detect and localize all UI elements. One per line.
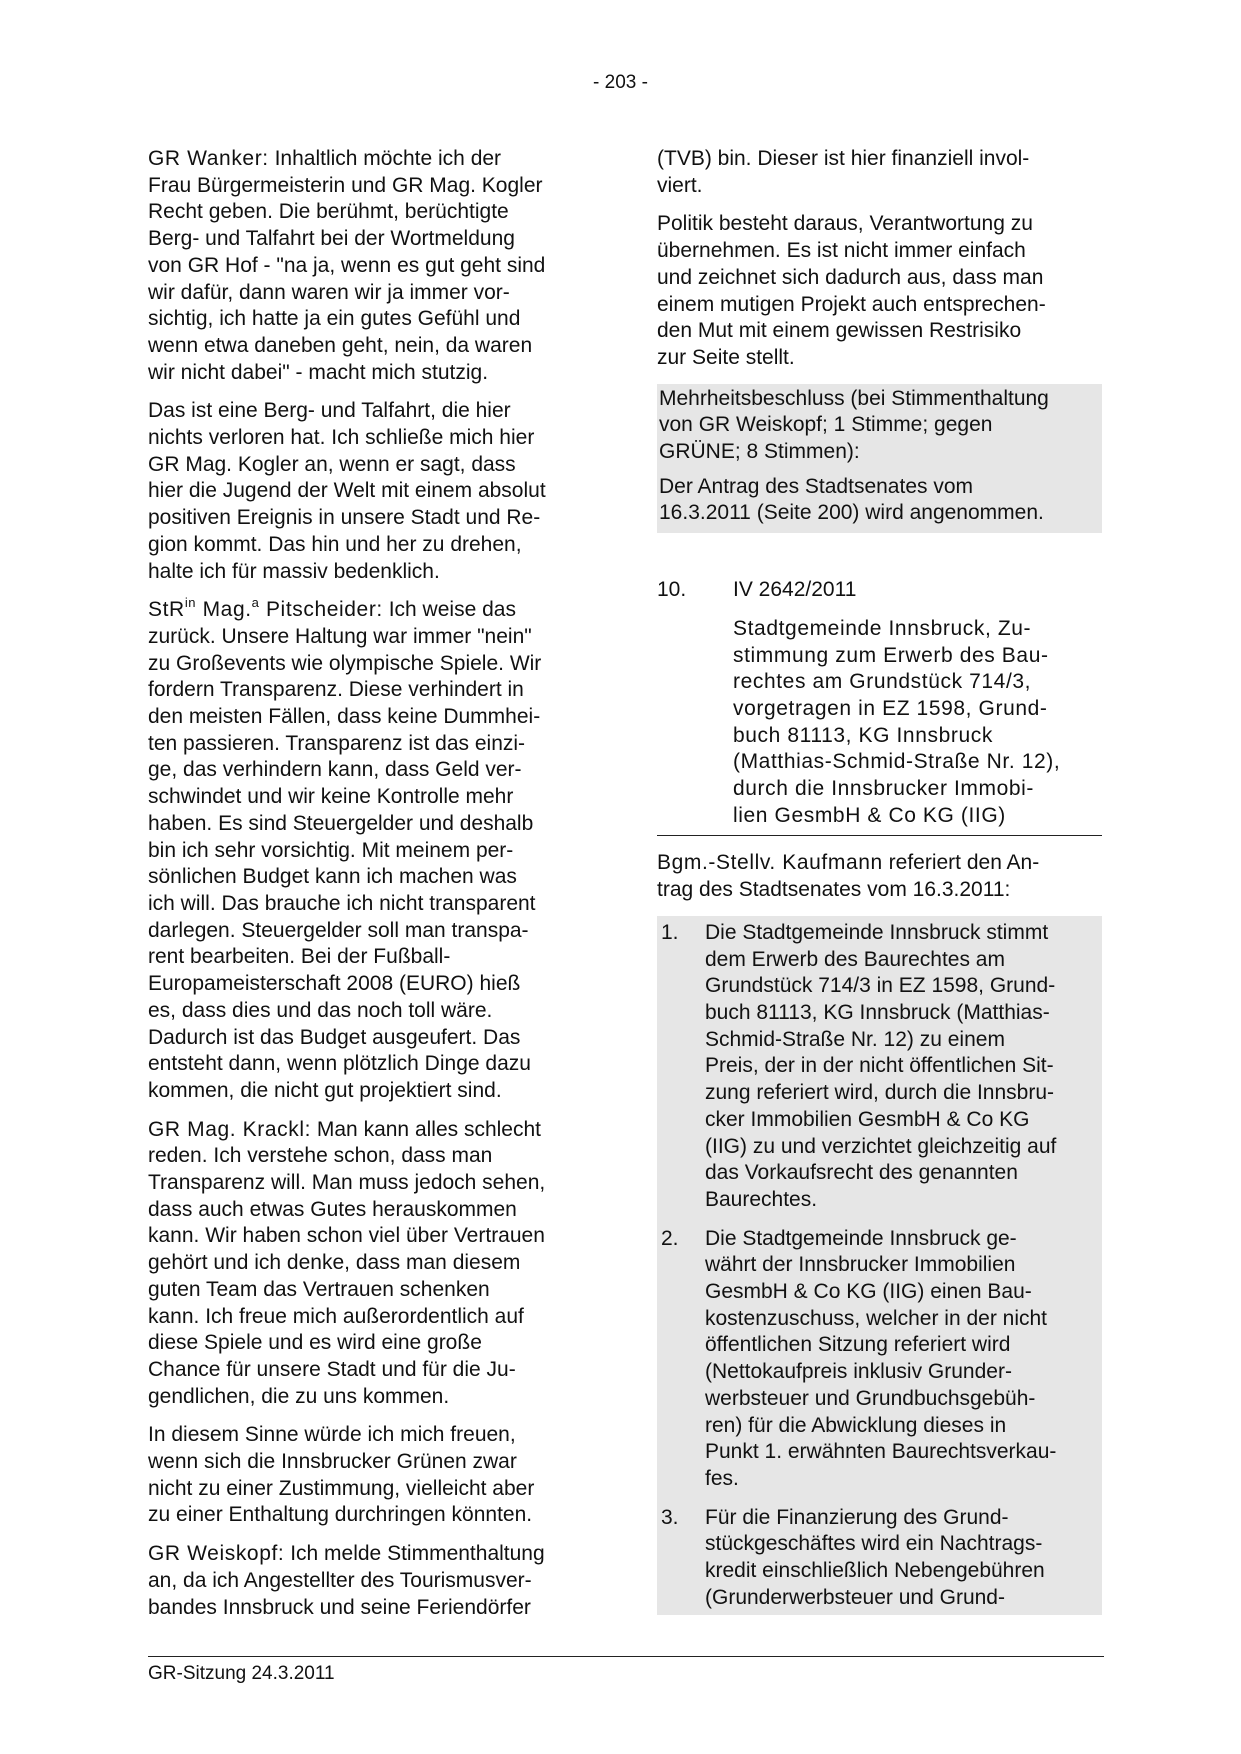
list-item: 1. Die Stadtgemeinde Innsbruck stimmt dem Erwerb des Baurechtes am Grundstück 714/3 in EZ 1598, Grund- buch 81113, KG Innsbruck (Matthias- Schmid-Straße Nr. 12) zu einem Preis, der in der nicht öffentlichen Sit- zung referiert wird, durch die Innsbru- cker Immobilien GesmbH & Co KG (IIG) zu und verzichtet gleichzeitig auf das Vorkaufsrecht des genannten Baurechtes. [661, 920, 1057, 1211]
speaker-krackl: GR Mag. Krackl: [148, 1117, 312, 1141]
speaker-pitscheider: StR$^{in}$ Mag.$^a$ Pitscheider: [148, 595, 383, 622]
list-item: 3. Für die Finanzierung des Grund- stückgeschäftes wird ein Nachtrags- kredit einschließlich Nebengebühren (Grunderwerbsteuer und Grund- [661, 1505, 1045, 1609]
speaker-weiskopf: GR Weiskopf: [148, 1542, 285, 1566]
paragraph-politik: Politik besteht daraus, Verantwortung zu übernehmen. Es ist nicht immer einfach und zeichnet sich dadurch aus, dass man einem mutigen Projekt auch entsprechen- den Mut mit einem gewissen Restrisiko zur Seite stellt. [657, 212, 1046, 369]
list-item-number: 3. [661, 1505, 679, 1529]
agenda-item [657, 577, 1102, 829]
paragraph-krackl: GR Mag. Krackl: Man kann alles schlecht reden. Ich verstehe schon, dass man Transparenz will. Man muss jedoch sehen, dass auch etwas Gutes herauskommen kann. Wir haben schon viel über Vertrauen gehört und ich denke, dass man diesem guten Team das Vertrauen schenken kann. Ich freue mich außerordentlich auf diese Spiele und es wird eine große Chance für unsere Stadt und für die Ju- gendlichen, die zu uns kommen. [148, 1117, 546, 1408]
paragraph-kaufmann: Bgm.-Stellv. Kaufmann referiert den An- trag des Stadtsenates vom 16.3.2011: [657, 851, 1040, 902]
agenda-item-number: 10. [657, 578, 687, 602]
paragraph-wanker: GR Wanker: Inhaltlich möchte ich der Frau Bürgermeisterin und GR Mag. Kogler Recht geben. Die berühmt, berüchtigte Berg- und Talfahrt bei der Wortmeldung von GR Hof - "na ja, wenn es gut geht sind wir dafür, dann waren wir ja immer vor- sichtig, ich hatte ja ein gutes Gefühl und wenn etwa daneben geht, nein, da waren wir nicht dabei" - macht mich stutzig. [148, 147, 546, 384]
agenda-item-divider [657, 835, 1102, 836]
footer-session-date: GR-Sitzung 24.3.2011 [148, 1663, 335, 1684]
right-column [657, 146, 1102, 1615]
resolution-result: Der Antrag des Stadtsenates vom 16.3.2011 (Seite 200) wird angenommen. [659, 474, 1044, 525]
paragraph-berg-talfahrt: Das ist eine Berg- und Talfahrt, die hier nichts verloren hat. Ich schließe mich hier GR Mag. Kogler an, wenn er sagt, dass hier die Jugend der Welt mit einem absolut positiven Ereignis in unsere Stadt und Re- gion kommt. Das hin und her zu drehen, halte ich für massiv bedenklich. [148, 399, 546, 583]
paragraph-weiskopf: GR Weiskopf: Ich melde Stimmenthaltung an, da ich Angestellter des Tourismusver- bandes Innsbruck und seine Feriendörfer [148, 1542, 545, 1619]
agenda-item-ref: IV 2642/2011 [733, 578, 857, 602]
list-item-number: 1. [661, 920, 679, 944]
paragraph-sinne: In diesem Sinne würde ich mich freuen, wenn sich die Innsbrucker Grünen zwar nicht zu einer Zustimmung, vielleicht aber zu einer Enthaltung durchringen könnten. [148, 1423, 535, 1527]
left-column [148, 146, 588, 1633]
speaker-kaufmann: Bgm.-Stellv. Kaufmann [657, 851, 883, 875]
motion-list [657, 916, 1102, 1616]
paragraph-pitscheider: StR$^{in}$ Mag.$^a$ Pitscheider: Ich weise das zurück. Unsere Haltung war immer "nein" zu Großevents wie olympische Spiele. Wir fordern Transparenz. Diese verhindert in den meisten Fällen, dass keine Dummhei- ten passieren. Transparenz ist das einzi- ge, das verhindern kann, dass Geld ver- schwindet und wir keine Kontrolle mehr haben. Es sind Steuergelder und deshalb bin ich sehr vorsichtig. Mit meinem per- sönlichen Budget kann ich machen was ich will. Das brauche ich nicht transparent darlegen. Steuergelder soll man transpa- rent bearbeiten. Bei der Fußball- Europameisterschaft 2008 (EURO) hieß es, dass dies und das noch toll wäre. Dadurch ist das Budget ausgeufert. Das entsteht dann, wenn plötzlich Dinge dazu kommen, die nicht gut projektiert sind. [148, 595, 542, 1102]
resolution-vote: Mehrheitsbeschluss (bei Stimmenthaltung von GR Weiskopf; 1 Stimme; gegen GRÜNE; 8 Stimmen): [659, 386, 1049, 464]
footer-divider [148, 1656, 1104, 1657]
resolution-box [657, 384, 1102, 534]
agenda-item-title: Stadtgemeinde Innsbruck, Zu- stimmung zum Erwerb des Bau- rechtes am Grundstück 714/3, vorgetragen in EZ 1598, Grund- buch 81113, KG Innsbruck (Matthias-Schmid-Straße Nr. 12), durch die Innsbrucker Immobi- lien GesmbH & Co KG (IIG) [733, 616, 1061, 827]
paragraph-tvb: (TVB) bin. Dieser ist hier finanziell invol- viert. [657, 147, 1030, 197]
speaker-wanker: GR Wanker: [148, 147, 269, 170]
page-number: - 203 - [593, 72, 648, 93]
list-item: 2. Die Stadtgemeinde Innsbruck ge- währt der Innsbrucker Immobilien GesmbH & Co KG (IIG) einen Bau- kostenzuschuss, welcher in der nicht öffentlichen Sitzung referiert wird (Nettokaufpreis inklusiv Grunder- werbsteuer und Grundbuchsgebüh- ren) für die Abwicklung dieses in Punkt 1. erwähnten Baurechtsverkau- fes. [661, 1226, 1057, 1490]
list-item-number: 2. [661, 1226, 679, 1250]
